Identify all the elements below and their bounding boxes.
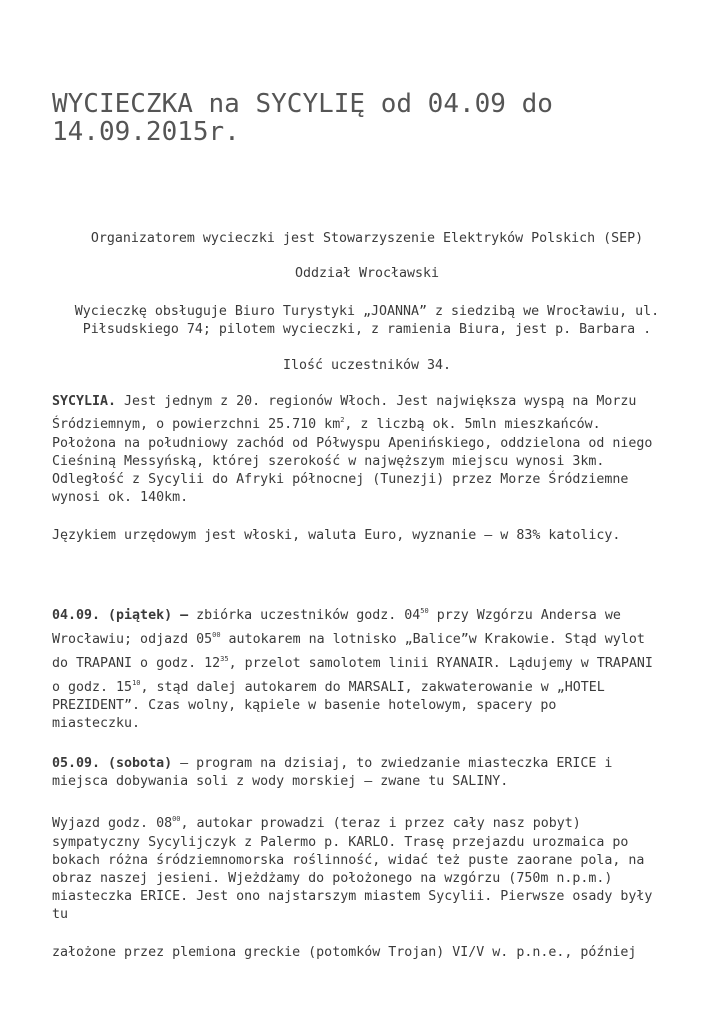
last-line: założone przez plemiona greckie (potomków Trojan) VI/V w. p.n.e., później <box>52 945 637 960</box>
organizer-line: Organizatorem wycieczki jest Stowarzyszenie Elektryków Polskich (SEP) <box>90 231 644 246</box>
branch-line: Oddział Wrocławski <box>294 266 440 281</box>
agency-line-2: Piłsudskiego 74; pilotem wycieczki, z ramienia Biura, jest p. Barbara . <box>82 322 652 337</box>
participants-line: Ilość uczestników 34. <box>282 358 452 373</box>
agency-line-1: Wycieczkę obsługuje Biuro Turystyki „JOANNA” z siedzibą we Wrocławiu, ul. <box>74 304 660 319</box>
document-title: WYCIECZKA na SYCYLIĘ od 04.09 do 14.09.2015r. <box>52 89 553 147</box>
sycylia-paragraph: SYCYLIA. Jest jednym z 20. regionów Włoch. Jest największa wyspą na Morzu Śródziemnym, o powierzchni 25.710 $km^2$, z liczbą ok. 5mln mieszkańców. Położona na południowy zachód od Półwyspu Apenińskiego, oddzielona od niego Cieśniną Messyńską, której szerokość w najwęższym miejscu wynosi 3km. Odległość z Sycylii do Afryki północnej (Tunezji) przez Morze Śródziemne wynosi ok. 140km. <box>52 394 653 505</box>
day2-label: 05.09. (sobota) <box>52 756 173 771</box>
day1-label: 04.09. (piątek) – <box>52 608 189 623</box>
language-line: Językiem urzędowym jest włoski, waluta Euro, wyznanie – w 83% katolicy. <box>52 528 621 543</box>
departure-paragraph: Wyjazd godz. $08^{00}$, autokar prowadzi (teraz i przez cały nasz pobyt) sympatyczny Sycylijczyk z Palermo p. KARLO. Trasę przejazdu urozmaica po bokach różna śródziemnomorska roślinność, widać też puste zaorane pola, na obraz naszej jesieni. Wjeżdżamy do położonego na wzgórzu (750m n.p.m.) miasteczka ERICE. Jest ono najstarszym miastem Sycylii. Pierwsze osady były tu <box>52 815 653 922</box>
day2-paragraph: 05.09. (sobota) – program na dzisiaj, to zwiedzanie miasteczka ERICE i miejsca dobywania soli z wody morskiej – zwane tu SALINY. <box>52 756 613 789</box>
day1-paragraph: 04.09. (piątek) – zbiórka uczestników godz. $04^{50}$ przy Wzgórzu Andersa we Wrocławiu; odjazd $05^{00}$ autokarem na lotnisko „Balice”w Krakowie. Stąd wylot do TRAPANI o godz. $12^{35}$, przelot samolotem linii RYANAIR. Lądujemy w TRAPANI o godz. $15^{10}$, stąd dalej autokarem do MARSALI, zakwaterowanie w „HOTEL PREZIDENT”. Czas wolny, kąpiele w basenie hotelowym, spacery po miasteczku. <box>52 607 653 731</box>
sycylia-label: SYCYLIA. <box>52 394 117 409</box>
